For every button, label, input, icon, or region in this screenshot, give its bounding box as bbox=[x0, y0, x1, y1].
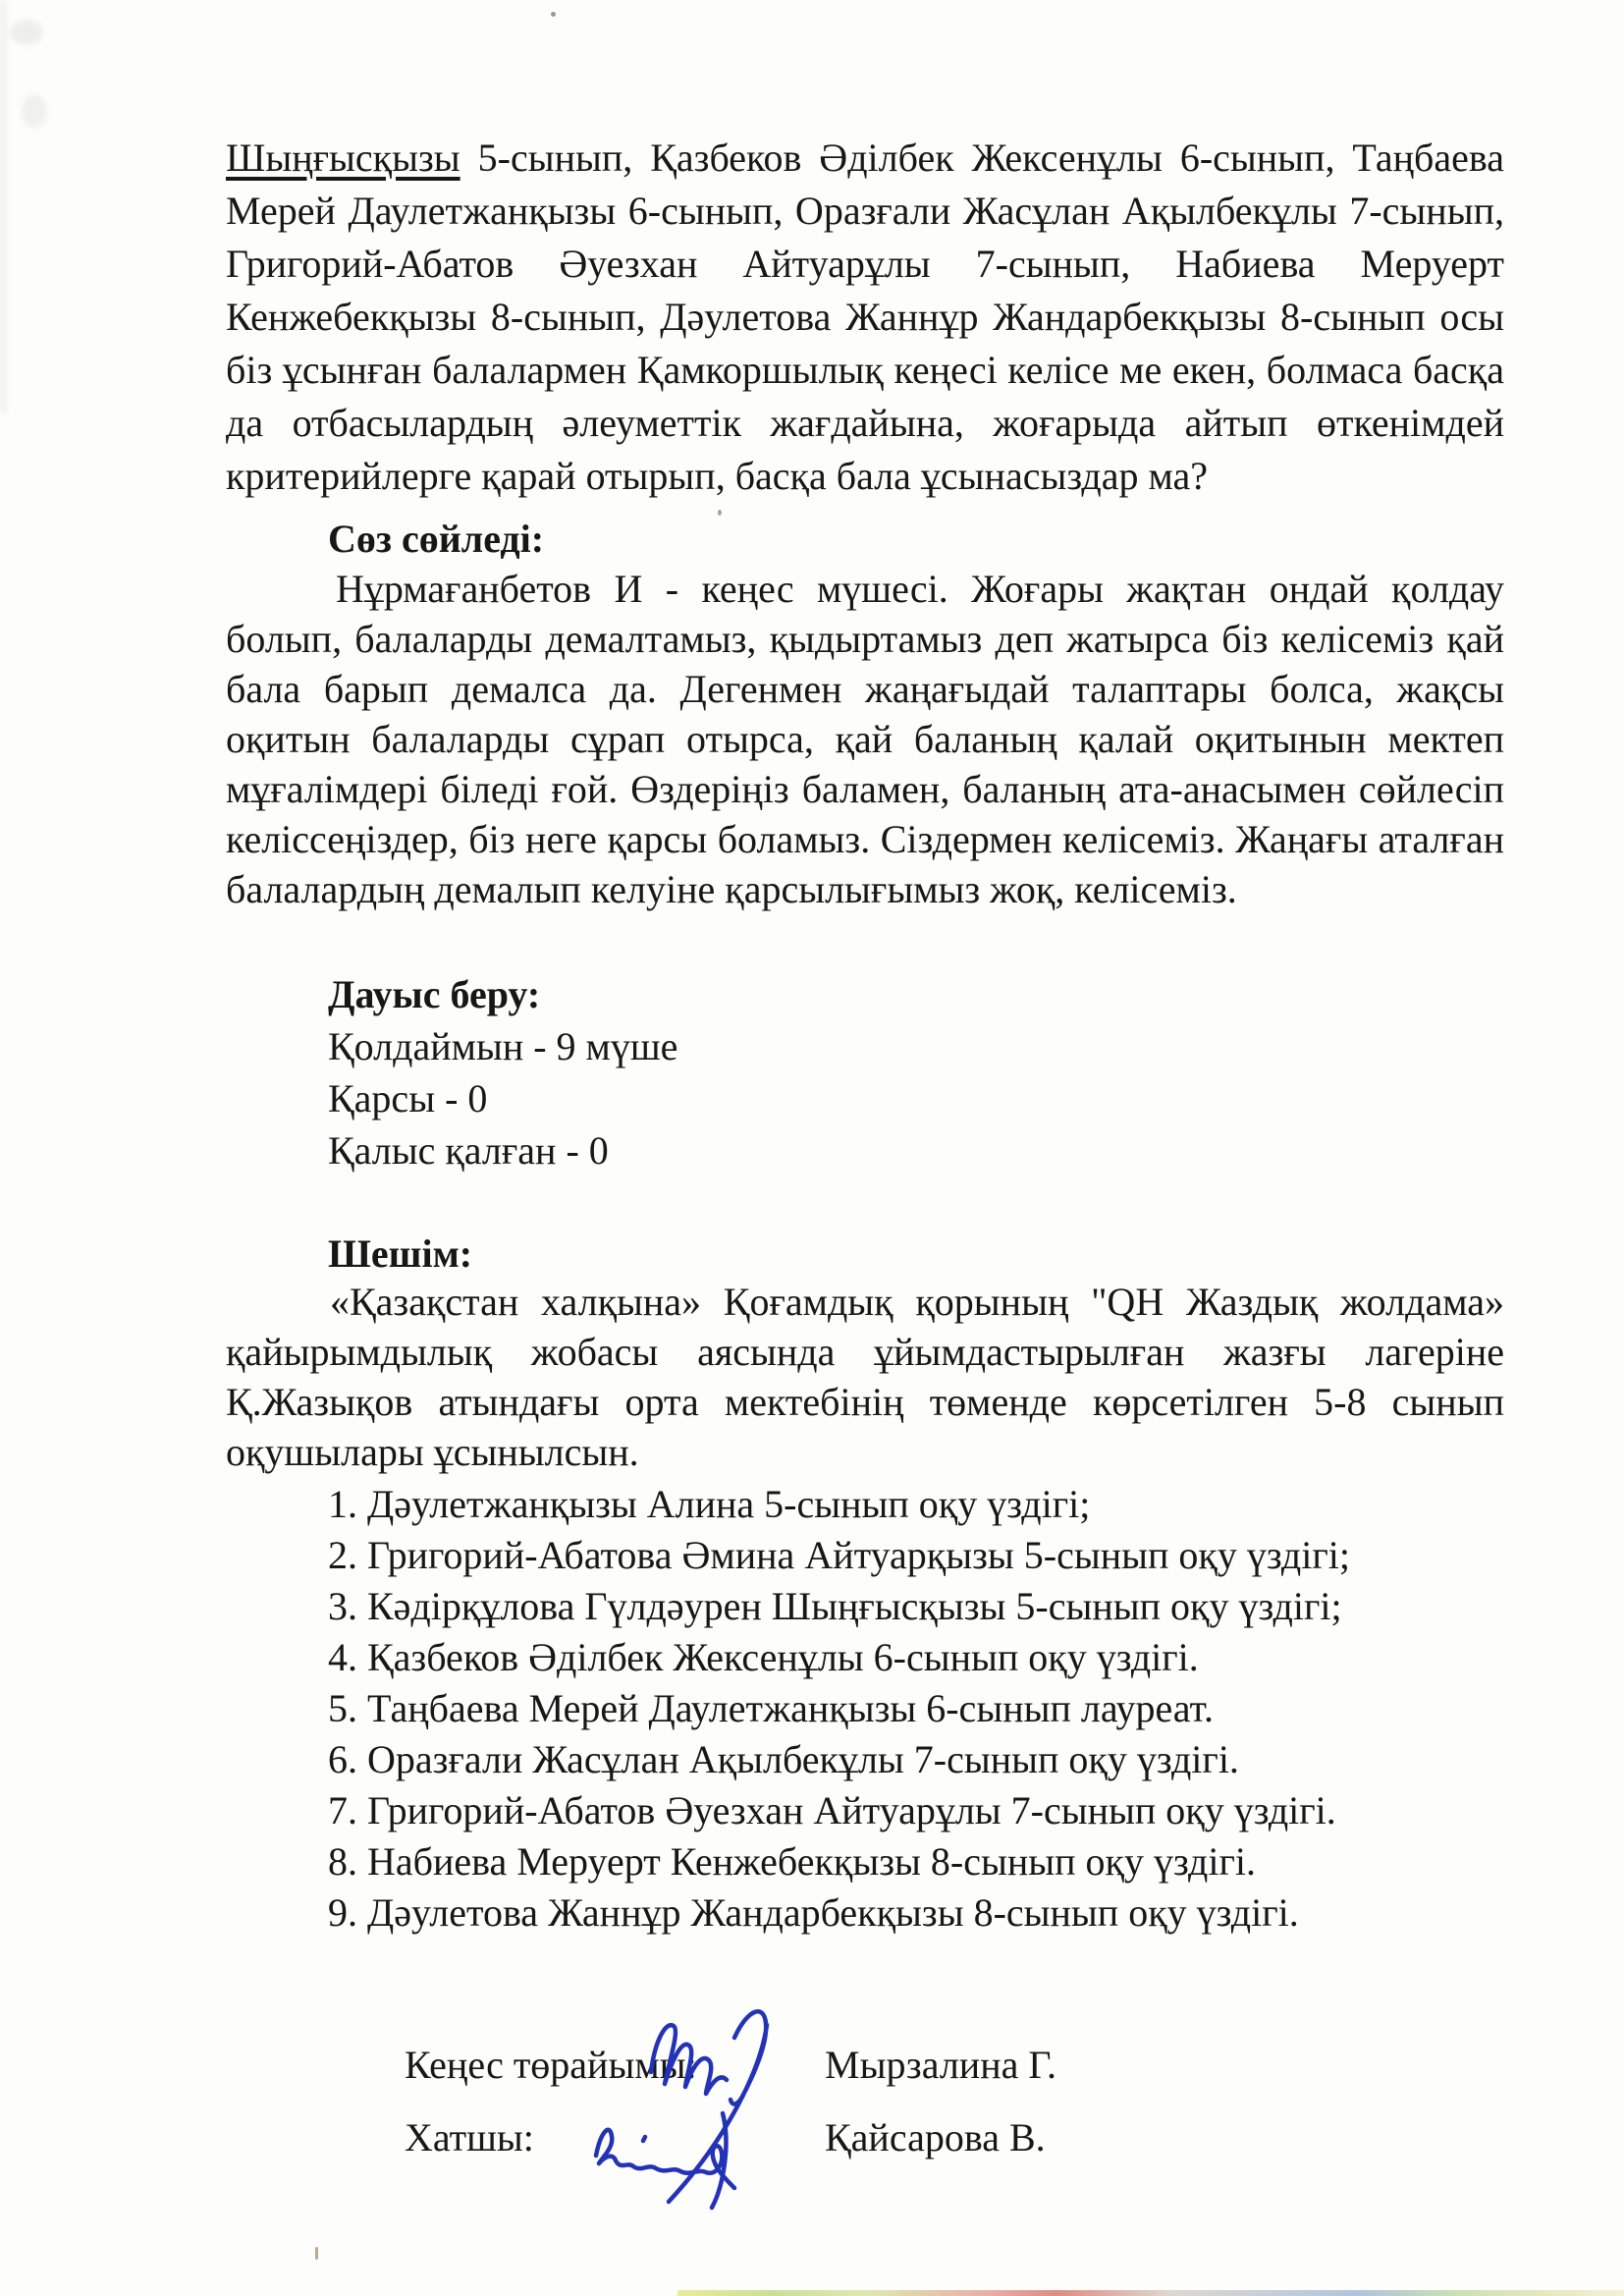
scan-speckle bbox=[718, 510, 722, 516]
student-item: 8. Набиева Меруерт Кенжебекқызы 8-сынып оқу үздігі. bbox=[328, 1839, 1257, 1884]
student-item: 2. Григорий-Абатова Әмина Айтуарқызы 5-сынып оқу үздігі; bbox=[328, 1533, 1351, 1577]
underlined-name: Шыңғысқызы bbox=[226, 136, 460, 180]
student-item: 1. Дәулетжанқызы Алина 5-сынып оқу үздігі; bbox=[328, 1482, 1091, 1526]
secretary-name: Қайсарова В. bbox=[825, 2115, 1046, 2159]
student-item: 5. Таңбаева Мерей Даулетжанқызы 6-сынып лауреат. bbox=[328, 1686, 1214, 1730]
chair-label: Кеңес төрайымы: bbox=[405, 2043, 697, 2087]
secretary-signature-ink bbox=[596, 2113, 734, 2208]
scan-edge-shade bbox=[0, 0, 7, 412]
student-item: 9. Дәулетова Жаннұр Жандарбекқызы 8-сынып оқу үздігі. bbox=[328, 1890, 1299, 1935]
student-item: 7. Григорий-Абатов Әуезхан Айтуарұлы 7-сынып оқу үздігі. bbox=[328, 1788, 1336, 1832]
decision-body: «Қазақстан халқына» Қоғамдық қорының "QH Жаздық жолдама» қайырымдылық жобасы аясында ұйымдастырылған жазғы лагеріне Қ.Жазықов атындағы орта мектебінің төменде көрсетілген 5-8 сынып оқушылары ұсынылсын. bbox=[226, 1280, 1504, 1474]
continuation-paragraph bbox=[226, 132, 1504, 503]
voting-section bbox=[328, 968, 677, 1176]
continuation-paragraph-text: 5-сынып, Қазбеков Әділбек Жексенұлы 6-сынып, Таңбаева Мерей Даулетжанқызы 6-сынып, Оразғали Жасұлан Ақылбекұлы 7-сынып, Григорий-Абатов Әуезхан Айтуарұлы 7-сынып, Набиева Меруерт Кенжебекқызы 8-сынып, Дәулетова Жаннұр Жандарбекқызы 8-сынып осы біз ұсынған балалармен Қамкоршылық кеңесі келісе ме екен, болмаса басқа да отбасылардың әлеуметтік жағдайына, жоғарыда айтып өткенімдей критерийлерге қарай отырып, басқа бала ұсынасыздар ма? bbox=[226, 136, 1504, 498]
scan-artifact-color-strip bbox=[677, 2290, 1624, 2296]
scan-smudge bbox=[22, 94, 47, 128]
speech-body: Нұрмағанбетов И - кеңес мүшесі. Жоғары жақтан ондай қолдау болып, балаларды демалтамыз, қыдыртамыз деп жатырса біз келісеміз қай бала барып демалса да. Дегенмен жаңағыдай талаптары болса, жақсы оқитын балаларды сұрап отырса, қай баланың қалай оқитынын мектеп мұғалімдері біледі ғой. Өздеріңіз баламен, баланың ата-анасымен сөйлесіп келіссеңіздер, біз неге қарсы боламыз. Сіздермен келісеміз. Жаңағы аталған балалардың демалып келуіне қарсылығымыз жоқ, келісеміз. bbox=[226, 567, 1504, 911]
secretary-label: Хатшы: bbox=[405, 2115, 534, 2159]
scan-smudge bbox=[10, 20, 43, 45]
student-item: 6. Оразғали Жасұлан Ақылбекұлы 7-сынып оқу үздігі. bbox=[328, 1737, 1239, 1781]
voting-line-abstained: Қалыс қалған - 0 bbox=[328, 1128, 609, 1173]
student-item: 3. Кәдірқұлова Гүлдәурен Шыңғысқызы 5-сынып оқу үздігі; bbox=[328, 1584, 1342, 1628]
voting-line-support: Қолдаймын - 9 мүше bbox=[328, 1024, 678, 1068]
chair-name: Мырзалина Г. bbox=[825, 2043, 1056, 2087]
speech-heading: Сөз сөйледі: bbox=[328, 517, 545, 561]
decision-heading: Шешім: bbox=[328, 1231, 473, 1276]
voting-line-against: Қарсы - 0 bbox=[328, 1076, 488, 1121]
student-list bbox=[328, 1479, 1350, 1939]
scan-speckle bbox=[315, 2247, 318, 2260]
signatures-ink bbox=[574, 1994, 898, 2219]
voting-heading: Дауыс беру: bbox=[328, 972, 541, 1016]
scan-speckle bbox=[551, 12, 556, 17]
student-item: 4. Қазбеков Әділбек Жексенұлы 6-сынып оқу үздігі. bbox=[328, 1635, 1199, 1679]
